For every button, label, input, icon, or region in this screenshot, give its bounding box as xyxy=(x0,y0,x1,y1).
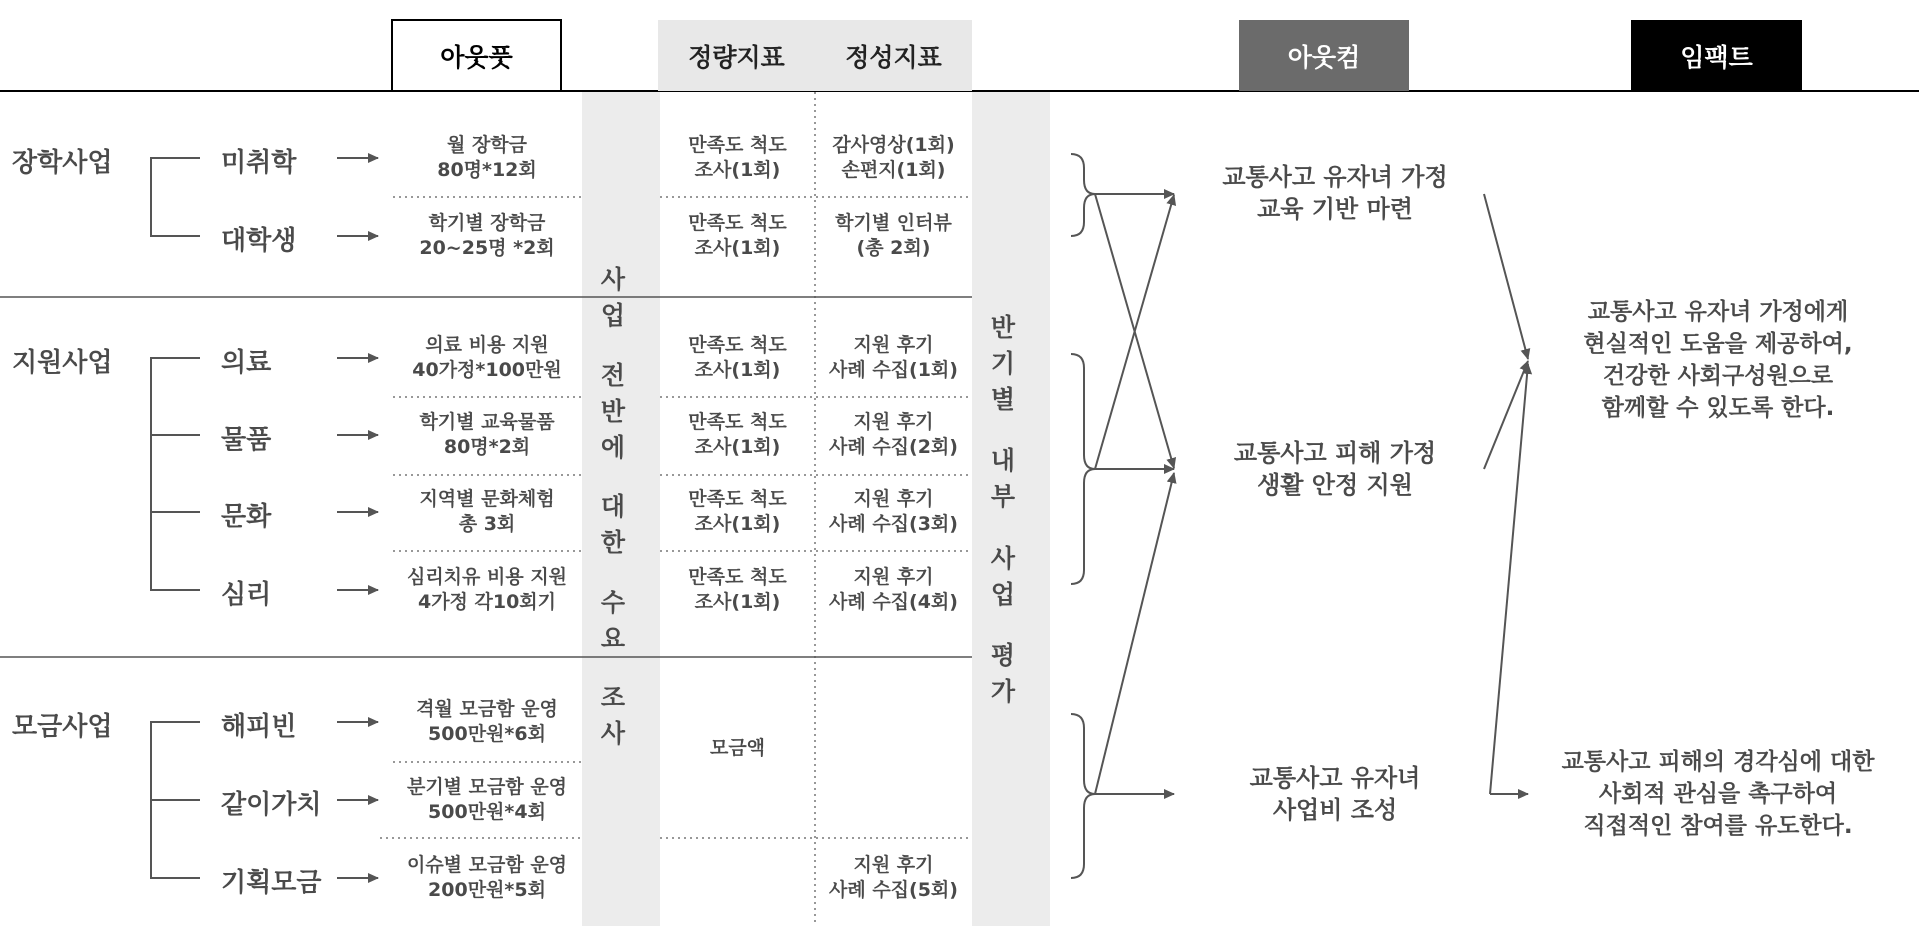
survey-band-text: 사 업 전 반 에 대 한 수 요 조 사 xyxy=(600,265,626,748)
header-output: 아웃풋 xyxy=(391,19,562,92)
output-cell: 이슈별 모금함 운영 200만원*5회 xyxy=(406,854,568,901)
outcome-funding: 교통사고 유자녀 사업비 조성 xyxy=(1249,764,1421,824)
qual-cell: 지원 후기 사례 수집(2회) xyxy=(829,411,958,458)
header-quantitative: 정량지표 xyxy=(658,20,815,91)
impact-support: 교통사고 유자녀 가정에게 현실적인 도움을 제공하여, 건강한 사회구성원으로 함께할 수 있도록 한다. xyxy=(1583,299,1853,421)
header-outcome: 아웃컴 xyxy=(1239,20,1409,91)
sub-label: 같이가치 xyxy=(221,790,322,820)
sub-label: 의료 xyxy=(221,348,272,378)
outcome-livelihood: 교통사고 피해 가정 생활 안정 지원 xyxy=(1233,439,1437,499)
fundraising-quant-cell: 모금액 xyxy=(709,737,766,759)
output-cell: 지역별 문화체험 총 3회 xyxy=(419,488,555,535)
output-cell: 학기별 장학금 20~25명 *2회 xyxy=(419,212,555,259)
header-qualitative: 정성지표 xyxy=(815,20,972,91)
qual-cell: 지원 후기 사례 수집(1회) xyxy=(829,334,958,381)
qual-cell: 지원 후기 사례 수집(5회) xyxy=(829,854,958,901)
quant-cell: 만족도 척도 조사(1회) xyxy=(688,488,787,535)
quant-cell: 만족도 척도 조사(1회) xyxy=(688,134,787,181)
category-scholarship: 장학사업 xyxy=(12,148,113,178)
category-support: 지원사업 xyxy=(12,348,113,378)
impact-awareness: 교통사고 피해의 경각심에 대한 사회적 관심을 촉구하여 직접적인 참여를 유도한다. xyxy=(1561,749,1875,839)
sub-label: 대학생 xyxy=(221,226,297,256)
sub-label: 심리 xyxy=(221,580,272,610)
sub-label: 해피빈 xyxy=(221,712,297,742)
outcome-education: 교통사고 유자녀 가정 교육 기반 마련 xyxy=(1222,163,1448,223)
sub-label: 문화 xyxy=(221,502,272,532)
sub-label: 기획모금 xyxy=(221,868,322,898)
output-cell: 격월 모금함 운영 500만원*6회 xyxy=(416,698,558,745)
quant-cell: 만족도 척도 조사(1회) xyxy=(688,566,787,613)
output-cell: 월 장학금 80명*12회 xyxy=(437,134,537,181)
qual-cell: 지원 후기 사례 수집(3회) xyxy=(829,488,958,535)
output-cell: 심리치유 비용 지원 4가정 각10회기 xyxy=(406,566,568,613)
output-cell: 의료 비용 지원 40가정*100만원 xyxy=(412,334,562,381)
header-impact: 임팩트 xyxy=(1631,20,1802,91)
quant-cell: 만족도 척도 조사(1회) xyxy=(688,212,787,259)
eval-band-text: 반 기 별 내 부 사 업 평 가 xyxy=(990,313,1016,706)
quant-cell: 만족도 척도 조사(1회) xyxy=(688,334,787,381)
quant-cell: 만족도 척도 조사(1회) xyxy=(688,411,787,458)
output-cell: 학기별 교육물품 80명*2회 xyxy=(419,411,555,458)
sub-label: 물품 xyxy=(221,425,272,455)
qual-cell: 지원 후기 사례 수집(4회) xyxy=(829,566,958,613)
sub-label: 미취학 xyxy=(221,148,297,178)
qual-cell: 학기별 인터뷰 (총 2회) xyxy=(835,212,952,259)
category-fundraising: 모금사업 xyxy=(12,712,113,742)
output-cell: 분기별 모금함 운영 500만원*4회 xyxy=(406,776,568,823)
qual-cell: 감사영상(1회) 손편지(1회) xyxy=(832,134,955,181)
